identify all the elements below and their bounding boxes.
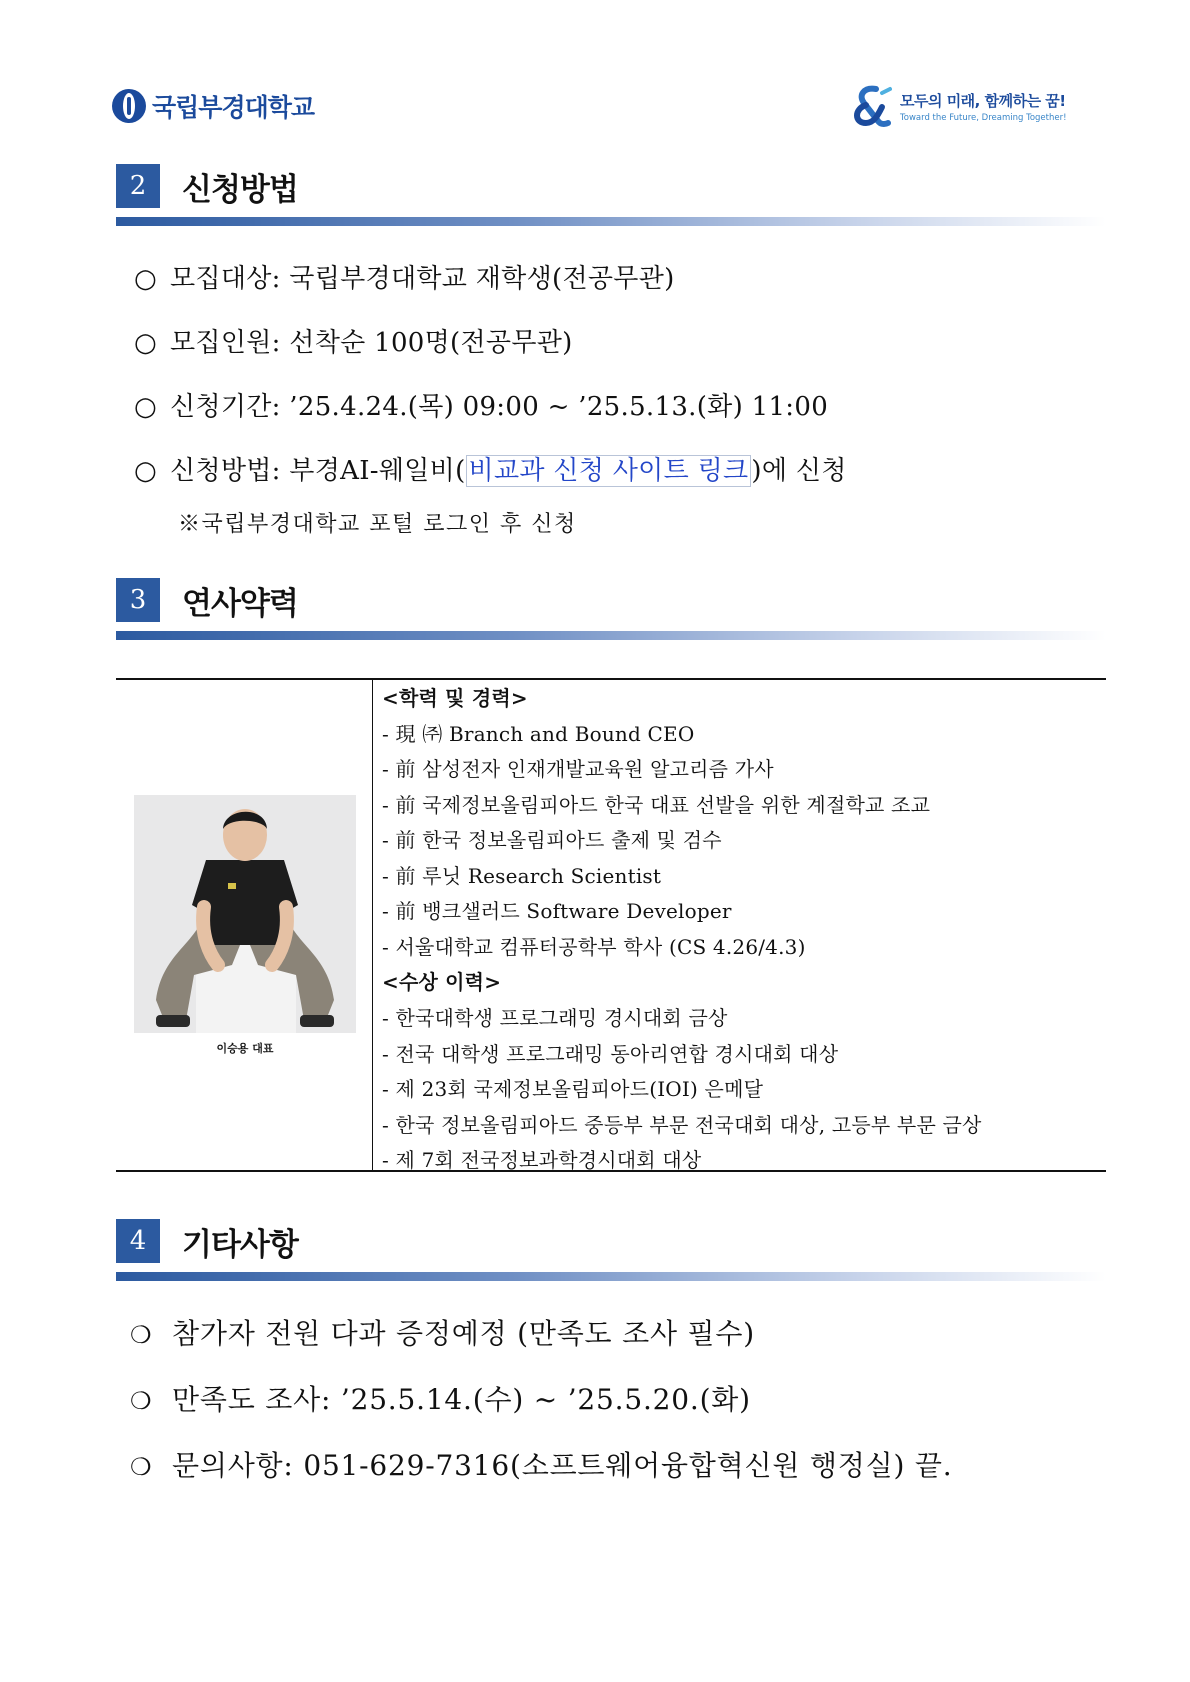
section-title: 연사약력 bbox=[182, 586, 298, 622]
info-item-target: ○ 모집대상: 국립부경대학교 재학생(전공무관) bbox=[134, 264, 675, 294]
section-number: 2 bbox=[116, 164, 160, 208]
award-item: - 한국대학생 프로그래밍 경시대회 금상 bbox=[382, 1006, 728, 1030]
slogan-sub: Toward the Future, Dreaming Together! bbox=[900, 112, 1067, 123]
award-item: - 제 7회 전국정보과학경시대회 대상 bbox=[382, 1148, 702, 1172]
education-item: - 前 뱅크샐러드 Software Developer bbox=[382, 899, 732, 923]
university-name: 국립부경대학교 bbox=[152, 93, 315, 122]
circle-bullet-icon: ○ bbox=[134, 456, 157, 486]
education-item: - 現 ㈜ Branch and Bound CEO bbox=[382, 722, 695, 746]
table-border-top bbox=[116, 678, 1106, 680]
info-item-survey: ❍ 만족도 조사: ’25.5.14.(수) ~ ’25.5.20.(화) bbox=[130, 1383, 751, 1416]
circle-bullet-icon: ❍ bbox=[130, 1387, 153, 1415]
speaker-caption: 이승용 대표 bbox=[216, 1042, 274, 1055]
info-item-capacity: ○ 모집인원: 선착순 100명(전공무관) bbox=[134, 328, 573, 358]
info-item-contact: ❍ 문의사항: 051-629-7316(소프트웨어융합혁신원 행정실) 끝. bbox=[130, 1449, 953, 1482]
award-item: - 제 23회 국제정보올림피아드(IOI) 은메달 bbox=[382, 1077, 764, 1101]
circle-bullet-icon: ○ bbox=[134, 264, 157, 294]
section-divider bbox=[116, 631, 1106, 640]
circle-bullet-icon: ○ bbox=[134, 392, 157, 422]
circle-bullet-icon: ❍ bbox=[130, 1453, 153, 1481]
section-number: 3 bbox=[116, 578, 160, 622]
award-item: - 한국 정보올림피아드 중등부 부문 전국대회 대상, 고등부 부문 금상 bbox=[382, 1113, 982, 1137]
education-item: - 前 한국 정보올림피아드 출제 및 검수 bbox=[382, 828, 722, 852]
speaker-photo bbox=[134, 795, 356, 1033]
section-title: 기타사항 bbox=[182, 1227, 298, 1263]
education-item: - 서울대학교 컴퓨터공학부 학사 (CS 4.26/4.3) bbox=[382, 935, 806, 959]
awards-heading: <수상 이력> bbox=[382, 970, 502, 994]
section-divider bbox=[116, 1272, 1106, 1281]
circle-bullet-icon: ○ bbox=[134, 328, 157, 358]
award-item: - 전국 대학생 프로그래밍 동아리연합 경시대회 대상 bbox=[382, 1042, 839, 1066]
education-item: - 前 루닛 Research Scientist bbox=[382, 864, 662, 888]
education-item: - 前 국제정보올림피아드 한국 대표 선발을 위한 계절학교 조교 bbox=[382, 793, 931, 817]
info-item-gift: ❍ 참가자 전원 다과 증정예정 (만족도 조사 필수) bbox=[130, 1317, 755, 1350]
university-logo bbox=[112, 88, 314, 124]
info-item-period: ○ 신청기간: ’25.4.24.(목) 09:00 ~ ’25.5.13.(화) 11:00 bbox=[134, 392, 829, 422]
section-divider bbox=[116, 217, 1106, 226]
slogan-logo bbox=[846, 83, 1067, 129]
ampersand-logo-icon bbox=[846, 83, 892, 129]
section-title: 신청방법 bbox=[182, 172, 298, 208]
table-column-divider bbox=[372, 679, 373, 1171]
info-item-method: ○ 신청방법: 부경AI-웨일비( 비교과 신청 사이트 링크 )에 신청 bbox=[134, 456, 847, 486]
education-heading: <학력 및 경력> bbox=[382, 686, 528, 710]
section-number: 4 bbox=[116, 1219, 160, 1263]
slogan-main: 모두의 미래, 함께하는 꿈! bbox=[900, 91, 1066, 110]
login-note: ※국립부경대학교 포털 로그인 후 신청 bbox=[178, 512, 577, 537]
university-emblem-icon bbox=[112, 89, 146, 123]
application-site-link[interactable]: 비교과 신청 사이트 링크 bbox=[466, 455, 752, 487]
education-item: - 前 삼성전자 인재개발교육원 알고리즘 가사 bbox=[382, 757, 774, 781]
circle-bullet-icon: ❍ bbox=[130, 1321, 153, 1349]
